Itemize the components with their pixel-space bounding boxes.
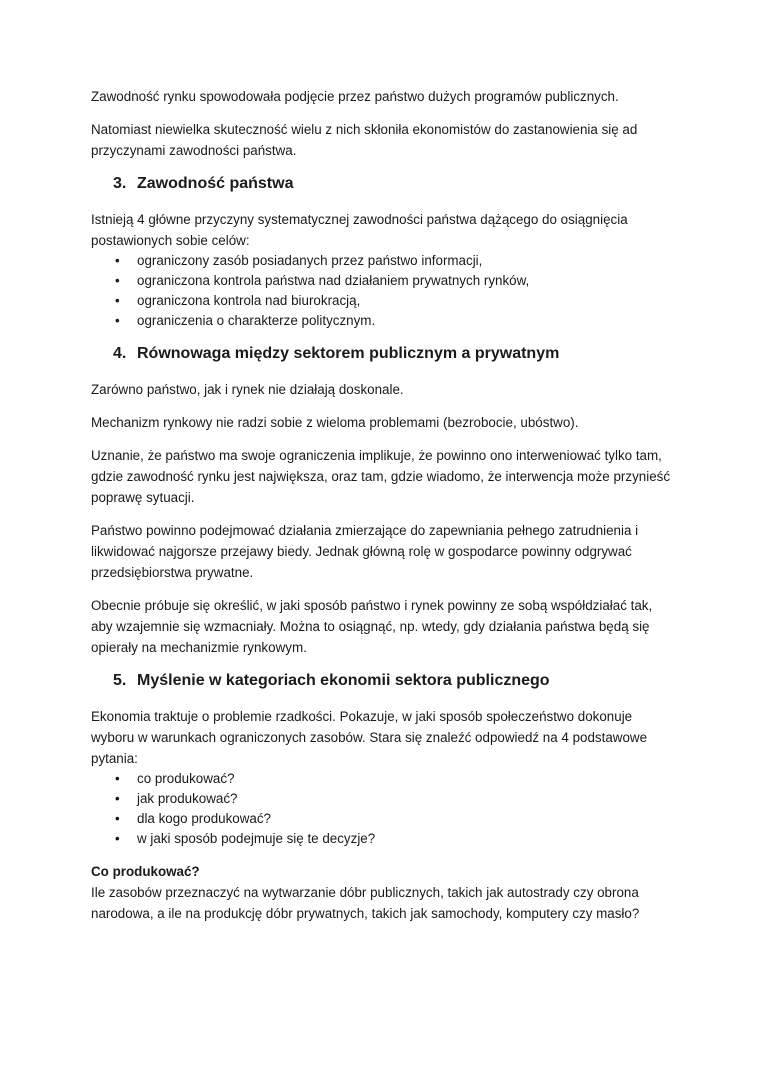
section-4-heading: [91, 343, 671, 365]
list-item: • ograniczony zasób posiadanych przez państwo informacji,: [91, 251, 671, 271]
section-3-list: [91, 251, 671, 331]
document-page: [91, 86, 671, 936]
section-5-list: [91, 769, 671, 849]
list-item: • dla kogo produkować?: [91, 809, 671, 829]
section-4-paragraph: Państwo powinno podejmować działania zmierzające do zapewniania pełnego zatrudnienia i likwidować najgorsze przejawy biedy. Jednak główną rolę w gospodarce powinny odgrywać przedsiębiorstwa prywatne.: [91, 523, 639, 580]
section-4-title: Równowaga między sektorem publicznym a prywatnym: [137, 345, 560, 362]
bullet-icon: •: [115, 293, 120, 308]
list-item: • ograniczona kontrola nad biurokracją,: [91, 291, 671, 311]
intro-paragraph-1: Zawodność rynku spowodowała podjęcie przez państwo dużych programów publicznych.: [91, 89, 619, 104]
subheading-co-produkowac: Co produkować?: [91, 864, 200, 879]
section-5-number: 5.: [113, 672, 127, 689]
section-3-lead: Istnieją 4 główne przyczyny systematycznej zawodności państwa dążącego do osiągnięcia postawionych sobie celów:: [91, 212, 628, 248]
bullet-icon: •: [115, 313, 120, 328]
bullet-icon: •: [115, 273, 120, 288]
section-5-heading: [91, 670, 671, 692]
section-5-title: Myślenie w kategoriach ekonomii sektora publicznego: [137, 672, 550, 689]
intro-paragraph-2: Natomiast niewielka skuteczność wielu z nich skłoniła ekonomistów do zastanowienia się ad przyczynami zawodności państwa.: [91, 122, 638, 158]
section-4-paragraph: Mechanizm rynkowy nie radzi sobie z wieloma problemami (bezrobocie, ubóstwo).: [91, 415, 579, 430]
bullet-icon: •: [115, 831, 120, 846]
bullet-icon: •: [115, 253, 120, 268]
bullet-icon: •: [115, 771, 120, 786]
bullet-icon: •: [115, 811, 120, 826]
section-3-title: Zawodność państwa: [137, 175, 294, 192]
section-5-lead: Ekonomia traktuje o problemie rzadkości. Pokazuje, w jaki sposób społeczeństwo dokonuje wyboru w warunkach ograniczonych zasobów. Stara się znaleźć odpowiedź na 4 podstawowe pytania:: [91, 709, 648, 766]
section-4-paragraph: Obecnie próbuje się określić, w jaki sposób państwo i rynek powinny ze sobą współdziałać tak, aby wzajemnie się wzmacniały. Można to osiągnąć, np. wtedy, gdy działania państwa będą się opierały na mechanizmie rynkowym.: [91, 598, 653, 655]
section-3-heading: [91, 173, 671, 195]
section-4-paragraph: Zarówno państwo, jak i rynek nie działają doskonale.: [91, 382, 404, 397]
list-item: • w jaki sposób podejmuje się te decyzje?: [91, 829, 671, 849]
list-item: • co produkować?: [91, 769, 671, 789]
section-3-number: 3.: [113, 175, 127, 192]
bullet-icon: •: [115, 791, 120, 806]
list-item: • ograniczenia o charakterze politycznym.: [91, 311, 671, 331]
section-4-paragraph: Uznanie, że państwo ma swoje ograniczenia implikuje, że powinno ono interweniować tylko tam, gdzie zawodność rynku jest największa, oraz tam, gdzie wiadomo, że interwencja może przynieść poprawę sytuacji.: [91, 448, 671, 505]
list-item: • ograniczona kontrola państwa nad działaniem prywatnych rynków,: [91, 271, 671, 291]
section-4-number: 4.: [113, 345, 127, 362]
list-item: • jak produkować?: [91, 789, 671, 809]
subheading-text: Ile zasobów przeznaczyć na wytwarzanie dóbr publicznych, takich jak autostrady czy obrona narodowa, a ile na produkcję dóbr prywatnych, takich jak samochody, komputery czy masło?: [91, 885, 640, 921]
